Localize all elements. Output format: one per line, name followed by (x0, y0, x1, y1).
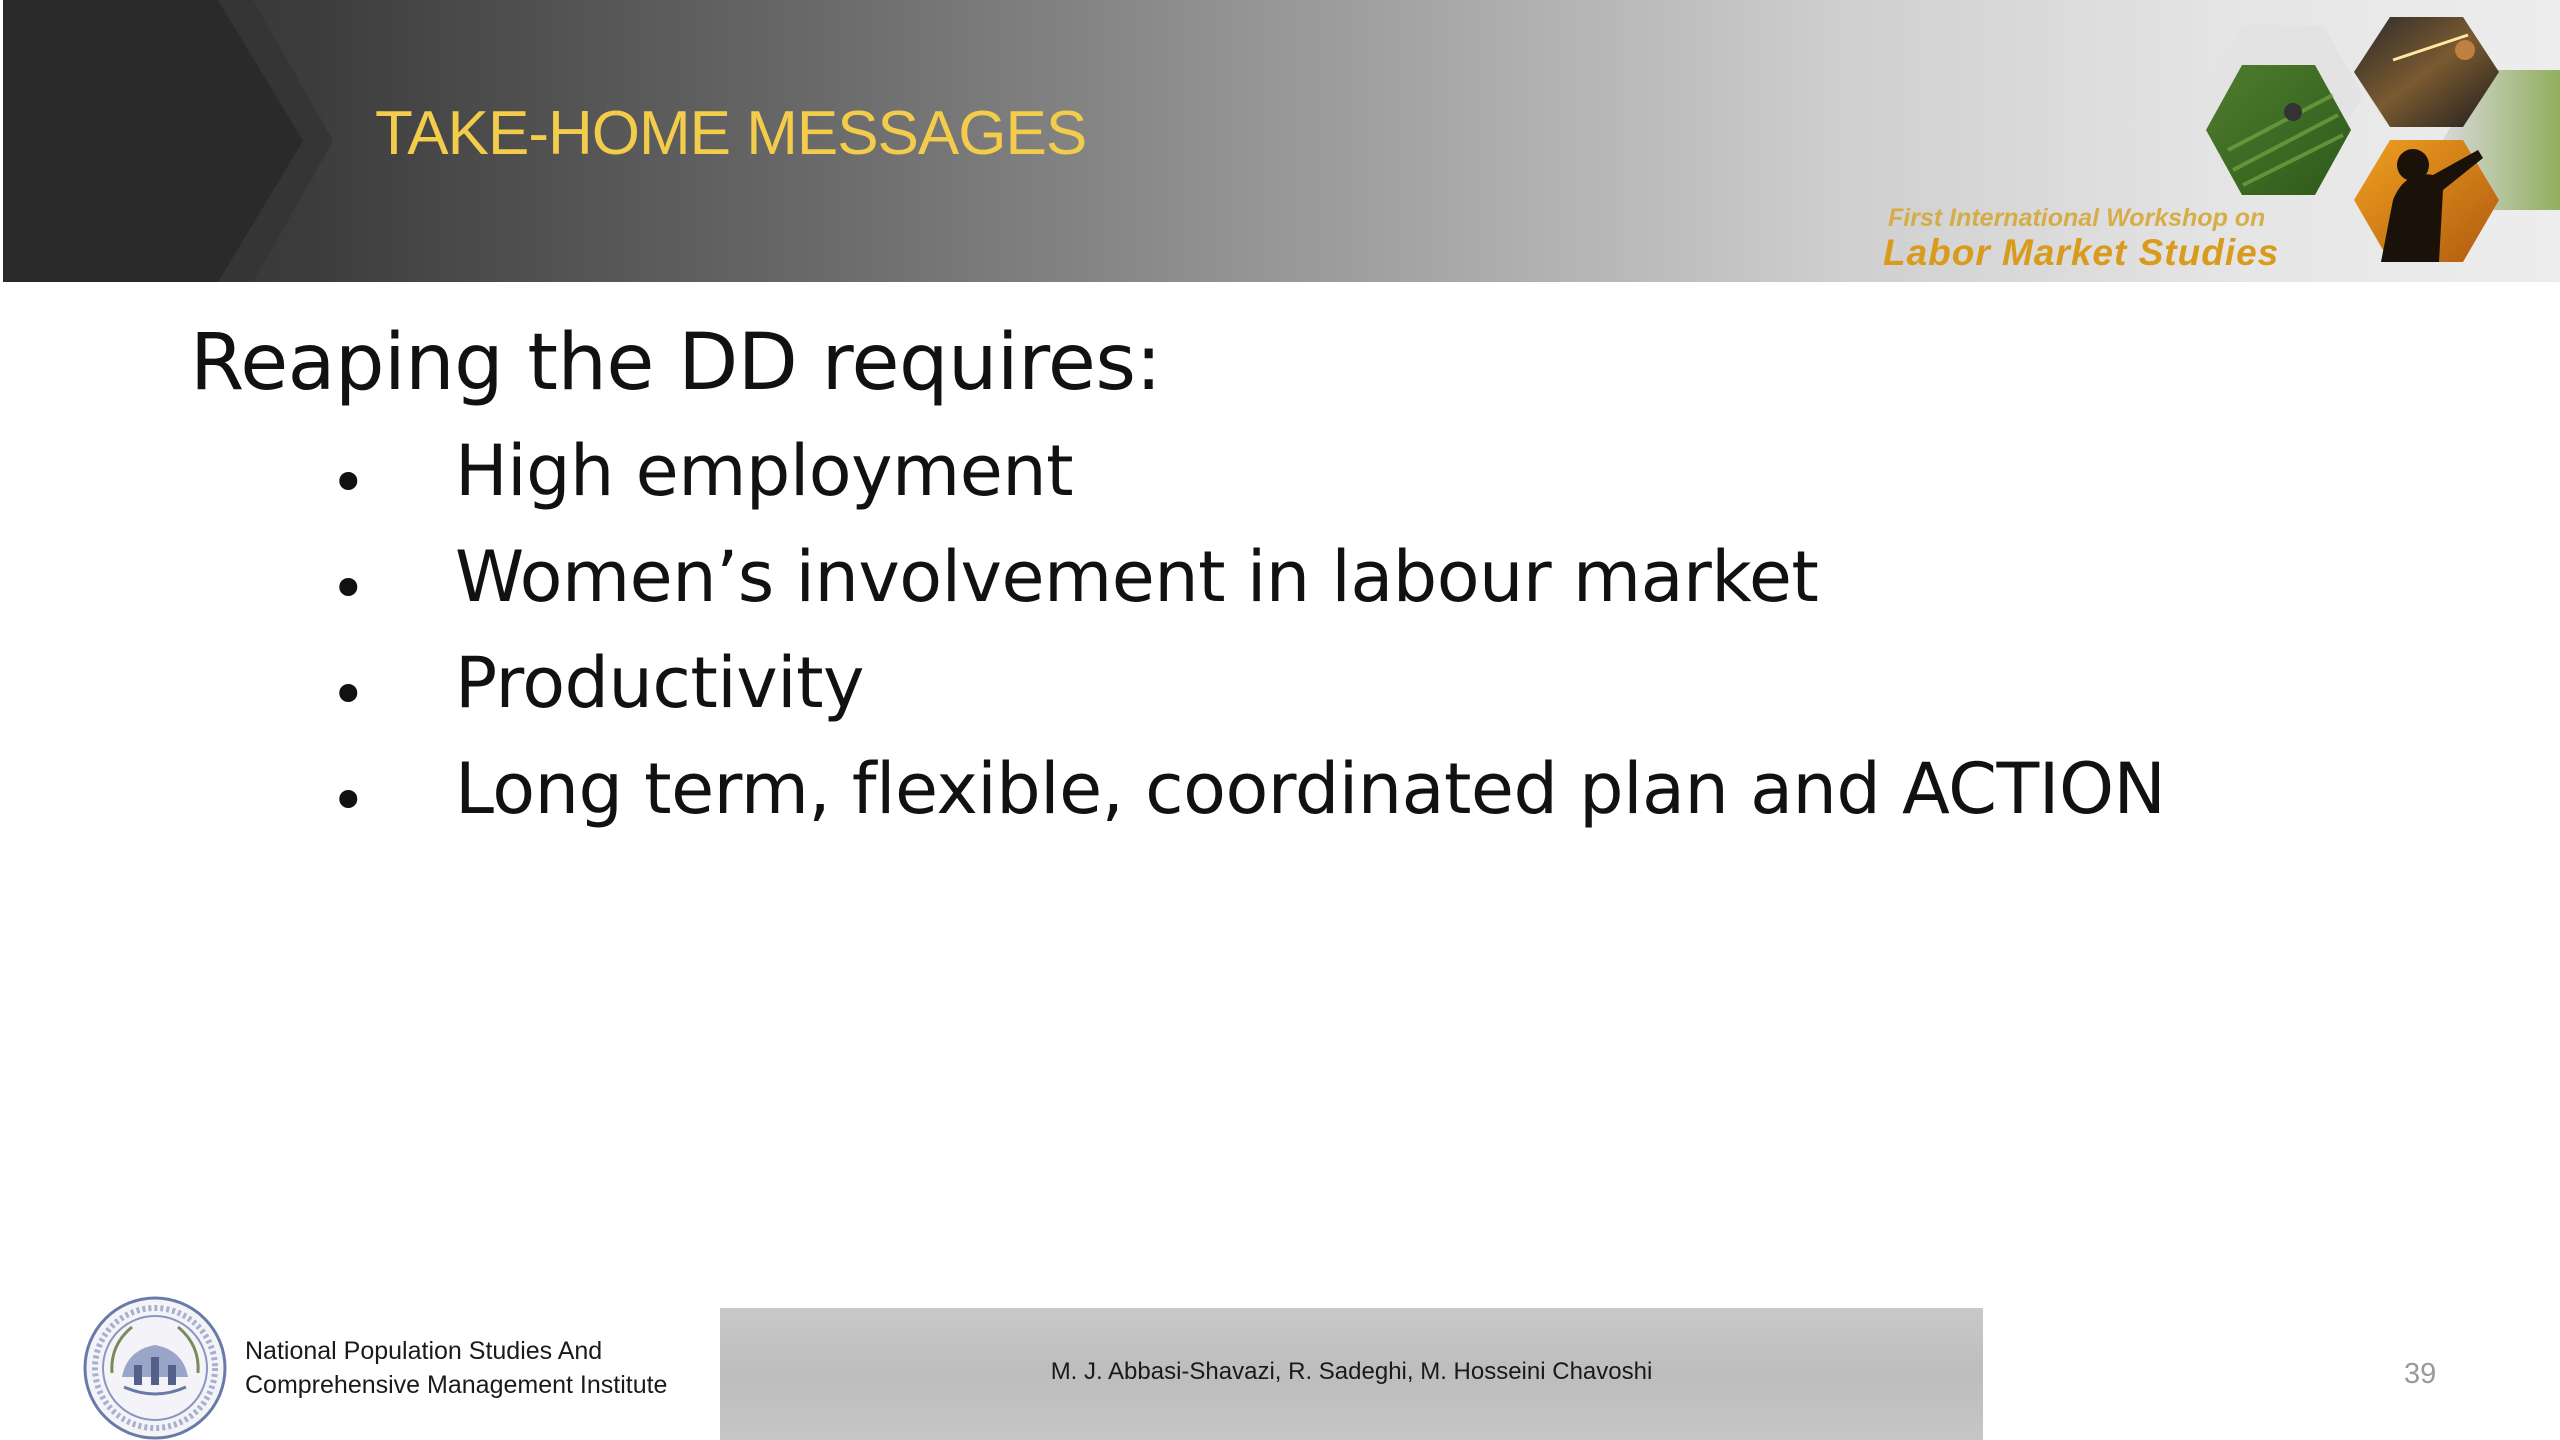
bullet-text: Productivity (455, 642, 864, 724)
workshop-title: Labor Market Studies (1883, 232, 2280, 273)
page-number: 39 (2404, 1358, 2437, 1390)
bullet-dot-icon: • (330, 764, 367, 837)
institute-name-line1: National Population Studies And (245, 1337, 603, 1365)
slide-title: TAKE-HOME MESSAGES (375, 99, 1087, 168)
authors-bar (720, 1308, 1983, 1440)
bullet-text: High employment (455, 430, 1074, 512)
hexagon-photo-collage-icon (2143, 0, 2560, 282)
bullet-dot-icon: • (330, 658, 367, 731)
chevron-decoration-icon (3, 0, 333, 282)
institute-name (245, 1334, 667, 1402)
bullet-dot-icon: • (330, 446, 367, 519)
bullet-dot-icon: • (330, 552, 367, 625)
authors-text: M. J. Abbasi-Shavazi, R. Sadeghi, M. Hosseini Chavoshi (1050, 1358, 1653, 1385)
institute-seal-logo-icon (82, 1295, 228, 1440)
bullet-text: Long term, flexible, coordinated plan and ACTION (455, 748, 2166, 830)
bullet-text: Women’s involvement in labour market (455, 536, 1819, 618)
header-banner (3, 0, 2560, 282)
institute-name-line2: Comprehensive Management Institute (245, 1371, 668, 1399)
main-heading: Reaping the DD requires: (190, 318, 1162, 408)
workshop-subtitle: First International Workshop on (1888, 204, 2266, 232)
